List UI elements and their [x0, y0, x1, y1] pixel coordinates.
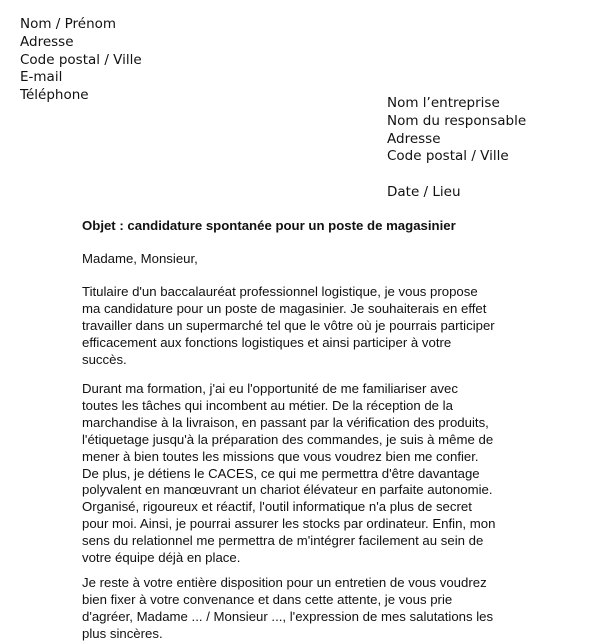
date-place: Date / Lieu: [387, 184, 461, 200]
paragraph-line: mener à bien toutes les missions que vous voudrez bien me confier.: [82, 448, 479, 464]
paragraph-line: De plus, je détiens le CACES, ce qui me permettra d'être davantage: [82, 465, 480, 481]
sender-phone: Téléphone: [20, 87, 89, 104]
recipient-block: [387, 95, 526, 166]
paragraph-line: polyvalent en manœuvrant un chariot élévateur en parfaite autonomie.: [82, 482, 493, 498]
sender-postal-city: Code postal / Ville: [20, 51, 142, 68]
paragraph-line: votre équipe déjà en place.: [82, 550, 241, 566]
paragraph-line: toutes les tâches qui incombent au métier. De la réception de la: [82, 397, 453, 413]
paragraph-line: l'étiquetage jusqu'à la préparation des commandes, je suis à même de: [82, 431, 494, 447]
paragraph-line: d'agréer, Madame ... / Monsieur ..., l'expression de mes salutations les: [82, 608, 494, 624]
recipient-postal-city: Code postal / Ville: [387, 148, 509, 165]
paragraph-line: travailler dans un supermarché tel que le vôtre où je pourrais participer: [82, 317, 495, 333]
subject-line: Objet : candidature spontanée pour un poste de magasinier: [82, 218, 456, 233]
paragraph-line: efficacement aux fonctions logistiques et ainsi participer à votre: [82, 334, 452, 350]
paragraph-line: succès.: [82, 351, 127, 367]
paragraph-experience: [82, 381, 522, 567]
paragraph-closing: [82, 575, 522, 643]
paragraph-intro: [82, 284, 522, 369]
sender-email: E-mail: [20, 69, 63, 86]
paragraph-line: Je reste à votre entière disposition pour un entretien de vous voudrez: [82, 575, 487, 590]
recipient-manager: Nom du responsable: [387, 112, 527, 129]
paragraph-line: plus sincères.: [82, 625, 163, 641]
paragraph-line: sens du relationnel me permettra de m'intégrer facilement au sein de: [82, 533, 484, 549]
paragraph-line: Organisé, rigoureux et réactif, l'outil informatique n'a plus de secret: [82, 499, 472, 515]
paragraph-line: pour moi. Ainsi, je pourrai assurer les stocks par ordinateur. Enfin, mon: [82, 516, 496, 532]
sender-address: Adresse: [20, 33, 74, 50]
paragraph-line: bien fixer à votre convenance et dans cette attente, je vous prie: [82, 591, 453, 607]
paragraph-line: Durant ma formation, j'ai eu l'opportunité de me familiariser avec: [82, 381, 458, 396]
paragraph-line: ma candidature pour un poste de magasinier. Je souhaiterais en effet: [82, 300, 487, 316]
paragraph-line: marchandise à la livraison, en passant par la vérification des produits,: [82, 414, 489, 430]
sender-block: [20, 16, 142, 105]
greeting: Madame, Monsieur,: [82, 251, 198, 266]
paragraph-line: Titulaire d'un baccalauréat professionnel logistique, je vous propose: [82, 284, 478, 299]
recipient-company: Nom l’entreprise: [387, 95, 500, 111]
recipient-address: Adresse: [387, 130, 441, 147]
sender-name: Nom / Prénom: [20, 16, 117, 32]
